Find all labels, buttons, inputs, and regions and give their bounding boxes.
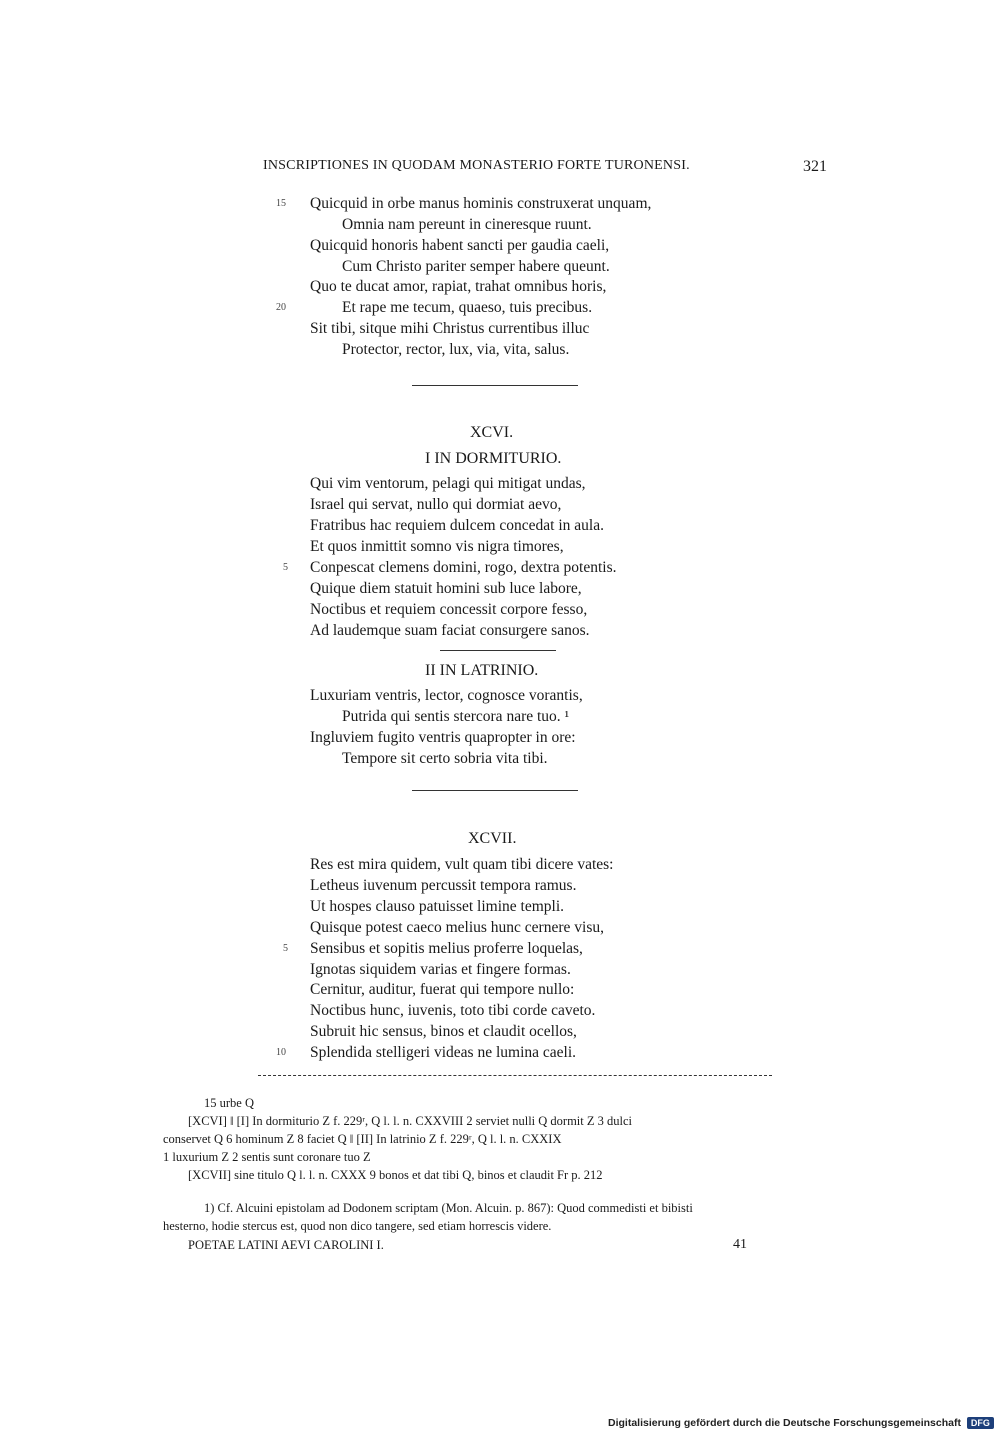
apparatus-line: 15 urbe Q: [204, 1096, 254, 1110]
line-number: 5: [283, 562, 288, 573]
dfg-credit-text: Digitalisierung gefördert durch die Deutsche Forschungsgemeinschaft: [608, 1417, 961, 1429]
line-number: 5: [283, 943, 288, 954]
verse-line: Ingluviem fugito ventris quapropter in ore:: [310, 729, 576, 746]
sheet-number: 41: [733, 1237, 747, 1252]
verse-line: Conpescat clemens domini, rogo, dextra potentis.: [310, 559, 617, 576]
verse-line: Quique diem statuit homini sub luce labore,: [310, 580, 582, 597]
verse-line: Quo te ducat amor, rapiat, trahat omnibus horis,: [310, 278, 607, 295]
dfg-logo-icon: DFG: [967, 1417, 994, 1429]
verse-line: Splendida stelligeri videas ne lumina caeli.: [310, 1044, 577, 1061]
verse-line: Et rape me tecum, quaeso, tuis precibus.: [342, 299, 593, 316]
verse-line: Cum Christo pariter semper habere queunt.: [342, 258, 610, 275]
footnote-line: hesterno, hodie stercus est, quod non dico tangere, sed etiam horrescis videre.: [163, 1219, 552, 1233]
verse-line: Res est mira quidem, vult quam tibi dicere vates:: [310, 856, 614, 873]
verse-line: Quisque potest caeco melius hunc cernere visu,: [310, 919, 604, 936]
footnote-line: 1) Cf. Alcuini epistolam ad Dodonem scriptam (Mon. Alcuin. p. 867): Quod commedisti et bibisti: [204, 1201, 693, 1215]
verse-line: Protector, rector, lux, via, vita, salus.: [342, 341, 570, 358]
verse-line: Qui vim ventorum, pelagi qui mitigat undas,: [310, 475, 586, 492]
running-title: INSCRIPTIONES IN QUODAM MONASTERIO FORTE TURONENSI.: [263, 158, 690, 173]
verse-line: Quicquid in orbe manus hominis construxerat unquam,: [310, 195, 652, 212]
line-number: 10: [276, 1047, 286, 1058]
verse-line: Sensibus et sopitis melius proferre loquelas,: [310, 940, 583, 957]
verse-line: Et quos inmittit somno vis nigra timores,: [310, 538, 564, 555]
verse-line: Subruit hic sensus, binos et claudit ocellos,: [310, 1023, 577, 1040]
section-divider: [412, 385, 578, 386]
verse-line: Quicquid honoris habent sancti per gaudia caeli,: [310, 237, 610, 254]
verse-line: Cernitur, auditur, fuerat qui tempore nullo:: [310, 981, 575, 998]
section-title: XCVII.: [468, 830, 517, 847]
line-number: 15: [276, 198, 286, 209]
verse-line: Putrida qui sentis stercora nare tuo. ¹: [342, 708, 570, 725]
page-number: 321: [803, 158, 827, 175]
section-title: XCVI.: [470, 424, 514, 441]
dfg-credit: [608, 1417, 994, 1429]
verse-line: Ut hospes clauso patuisset limine templi.: [310, 898, 564, 915]
verse-line: Noctibus hunc, iuvenis, toto tibi corde caveto.: [310, 1002, 596, 1019]
verse-line: Israel qui servat, nullo qui dormiat aevo,: [310, 496, 562, 513]
verse-line: Ignotas siquidem varias et fingere formas.: [310, 961, 571, 978]
verse-line: Sit tibi, sitque mihi Christus currentibus illuc: [310, 320, 590, 337]
apparatus-divider: [258, 1075, 772, 1076]
verse-line: Ad laudemque suam faciat consurgere sanos.: [310, 622, 590, 639]
apparatus-line: [XCVII] sine titulo Q l. l. n. CXXX 9 bonos et dat tibi Q, binos et claudit Fr p. 212: [188, 1168, 603, 1182]
apparatus-line: conservet Q 6 hominum Z 8 faciet Q ‖ [II] In latrinio Z f. 229ʳ, Q l. l. n. CXXIX: [163, 1132, 562, 1146]
section-divider: [412, 790, 578, 791]
verse-line: Letheus iuvenum percussit tempora ramus.: [310, 877, 577, 894]
subsection-title: II IN LATRINIO.: [425, 662, 539, 679]
subsection-divider: [440, 650, 556, 651]
verse-line: Luxuriam ventris, lector, cognosce vorantis,: [310, 687, 583, 704]
verse-line: Tempore sit certo sobria vita tibi.: [342, 750, 548, 767]
subsection-title: I IN DORMITURIO.: [425, 450, 562, 467]
verse-line: Fratribus hac requiem dulcem concedat in aula.: [310, 517, 604, 534]
verse-line: Omnia nam pereunt in cineresque ruunt.: [342, 216, 592, 233]
line-number: 20: [276, 302, 286, 313]
signature-line: POETAE LATINI AEVI CAROLINI I.: [188, 1238, 384, 1252]
apparatus-line: 1 luxurium Z 2 sentis sunt coronare tuo Z: [163, 1150, 371, 1164]
verse-line: Noctibus et requiem concessit corpore fesso,: [310, 601, 588, 618]
apparatus-line: [XCVI] ‖ [I] In dormiturio Z f. 229ʳ, Q l. l. n. CXXVIII 2 serviet nulli Q dormit Z 3 dulci: [188, 1114, 633, 1128]
